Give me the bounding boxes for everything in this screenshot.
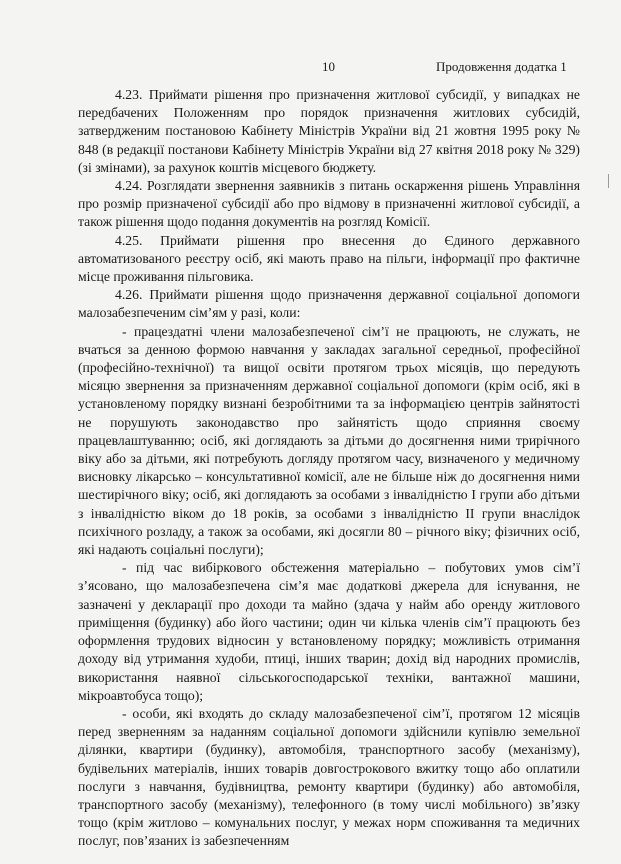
bullet-item: - особи, які входять до складу малозабезпеченої сім’ї, протягом 12 місяців перед зверненням за наданням соціальної допомоги здійснили купівлю земельної ділянки, квартири (будинку), автомобіля, транспортного засобу (механізму), будівельних матеріалів, інших товарів довгострокового вжитку тощо або оплатили послуги з навчання, будівництва, ремонту квартири (будинку) або автомобіля, транспортного засобу (механізму), телефонного (в тому числі мобільного) зв’язку тощо (крім житлово – комунальних послуг, у межах норм споживання та медичних послуг, пов’язаних із забезпеченням <box>78 705 580 849</box>
margin-mark <box>608 174 609 188</box>
paragraph-4-26: 4.26. Приймати рішення щодо призначення державної соціальної допомоги малозабезпеченим сім’ям у разі, коли: <box>78 287 580 321</box>
document-body <box>78 86 580 851</box>
continuation-label: Продовження додатка 1 <box>436 59 567 74</box>
paragraph-4-25: 4.25. Приймати рішення про внесення до Єдиного державного автоматизованого реєстру осіб, які мають право на пільги, інформації про фактичне місце проживання пільговика. <box>78 232 580 285</box>
page-number: 10 <box>322 59 335 74</box>
bullet-item: - під час вибіркового обстеження матеріально – побутових умов сім’ї з’ясовано, що малозабезпечена сім’я має додаткові джерела для існування, не зазначені у декларації про доходи та майно (здача у найм або оренду житлового приміщення (будинку) або його частини; один чи кілька членів сім’ї працюють без оформлення трудових відносин у встановленому порядку; можливість отримання доходу від утримання худоби, птиці, інших тварин; дохід від народних промислів, використання наявної сільськогосподарської техніки, вантажної машини, мікроавтобуса тощо); <box>78 560 580 703</box>
paragraph-4-24: 4.24. Розглядати звернення заявників з питань оскарження рішень Управління про розмір призначеної субсидії або про відмову в призначенні житлової субсидії, а також рішення щодо подання документів на розгляд Комісії. <box>78 178 580 230</box>
paragraph-4-23: 4.23. Приймати рішення про призначення житлової субсидії, у випадках не передбачених Положенням про порядок призначення житлових субсидій, затвердженим постановою Кабінету Міністрів України від 21 жовтня 1995 року № 848 (в редакції постанови Кабінету Міністрів України від 27 квітня 2018 року № 329) (зі змінами), за рахунок коштів місцевого бюджету. <box>78 87 580 175</box>
bullet-item: - працездатні члени малозабезпеченої сім’ї не працюють, не служать, не вчаться за денною формою навчання у закладах загальної середньої, професійної (професійно-технічної) та вищої освіти протягом трьох місяців, що передують місяцю звернення за призначенням державної соціальної допомоги (крім осіб, які в установленому порядку визнані безробітними та за інформацією центрів зайнятості не порушують законодавство про зайнятість щодо сприяння своєму працевлаштуванню; осіб, які доглядають за дітьми до досягнення ними трирічного віку або за дітьми, які потребують догляду протягом часу, визначеного у медичному висновку лікарсько – консультативної комісії, але не більше ніж до досягнення ними шестирічного віку; осіб, які доглядають за особами з інвалідністю І групи або дітьми з інвалідністю віком до 18 років, за особами з інвалідністю ІІ групи внаслідок психічного розладу, а також за особами, які досягли 80 – річного віку; фізичних осіб, які надають соціальні послуги); <box>78 323 580 558</box>
